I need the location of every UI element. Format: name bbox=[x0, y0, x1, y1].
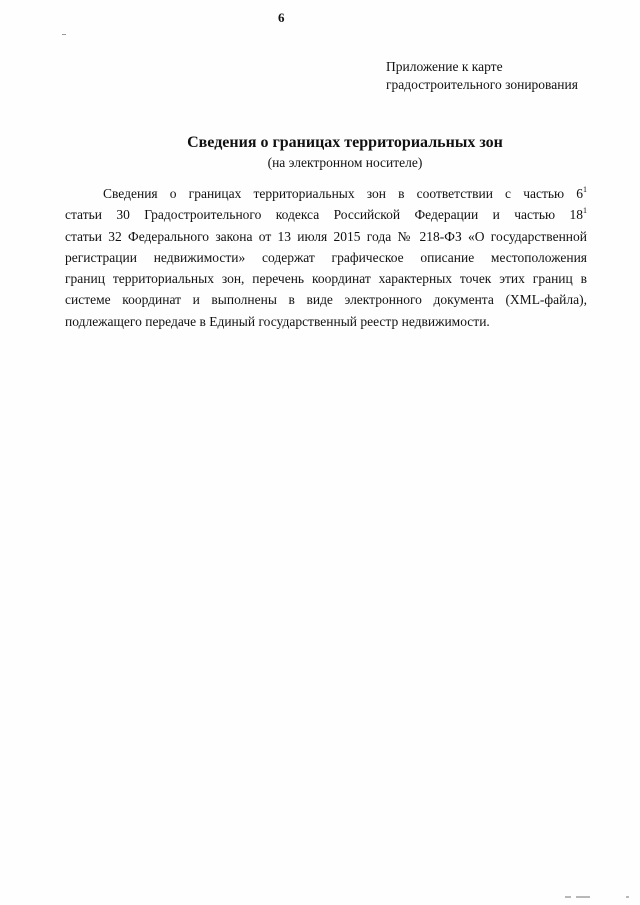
attachment-line-1: Приложение к карте bbox=[386, 59, 503, 74]
scan-noise-3 bbox=[626, 896, 629, 898]
paragraph-line-5: границ территориальных зон, перечень координат характерных точек этих границ в bbox=[65, 271, 587, 287]
paragraph-line-7: подлежащего передаче в Единый государственный реестр недвижимости. bbox=[65, 313, 490, 329]
body-paragraph bbox=[65, 183, 587, 332]
paragraph-line-4: регистрации недвижимости» содержат графическое описание местоположения bbox=[65, 249, 587, 265]
paragraph-line-2 bbox=[65, 204, 587, 225]
document-subtitle: (на электронном носителе) bbox=[267, 155, 423, 170]
page-number: 6 bbox=[278, 10, 285, 25]
scan-speck bbox=[62, 34, 66, 35]
scan-noise-2 bbox=[576, 896, 590, 898]
superscript-1: 1 bbox=[583, 185, 587, 194]
attachment-note bbox=[386, 58, 578, 94]
attachment-line-2: градостроительного зонирования bbox=[386, 77, 578, 92]
scan-noise-1 bbox=[565, 896, 571, 898]
paragraph-line-1-text: Сведения о границах территориальных зон в соответствии с частью 6 bbox=[103, 186, 583, 201]
superscript-2: 1 bbox=[583, 206, 587, 216]
paragraph-line-6: системе координат и выполнены в виде электронного документа (XML-файла), bbox=[65, 292, 587, 308]
paragraph-line-2-text: статьи 30 Градостроительного кодекса Российской Федерации и частью 18 bbox=[65, 207, 583, 223]
document-title: Сведения о границах территориальных зон bbox=[187, 134, 503, 151]
paragraph-line-3: статьи 32 Федерального закона от 13 июля 2015 года № 218-ФЗ «О государственной bbox=[65, 228, 587, 244]
paragraph-line-1 bbox=[65, 183, 587, 204]
